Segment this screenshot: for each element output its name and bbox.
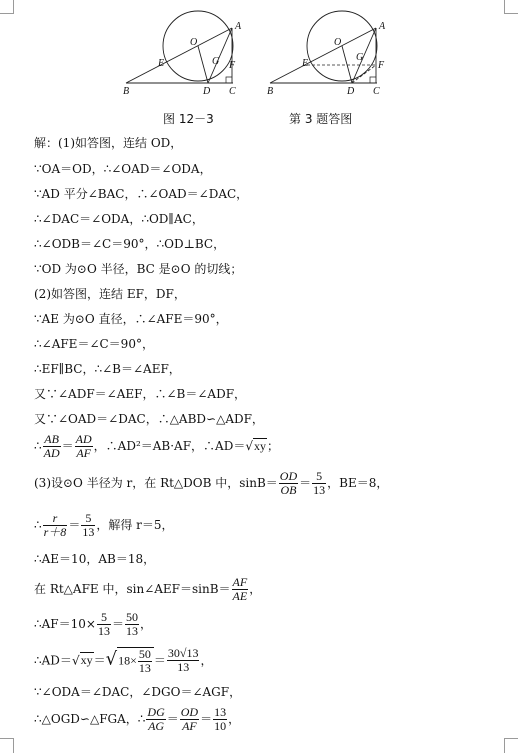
fraction-numerator: 5 <box>312 470 326 484</box>
solution-line: ∵OD 为⊙O 半径，BC 是⊙O 的切线； <box>34 262 243 276</box>
sqrt-radicand: xy <box>80 653 93 668</box>
fraction-numerator: AF <box>232 575 248 589</box>
fraction <box>75 433 93 460</box>
text-fragment: ＝ <box>61 439 74 453</box>
text-fragment: 在 Rt△AFE 中，sin∠AEF＝sinB＝ <box>34 582 231 596</box>
segment-od <box>342 46 352 83</box>
label-a: A <box>235 21 242 32</box>
solution-line: ∴EF∥BC，∴∠B＝∠AEF， <box>34 362 181 376</box>
solution-line <box>34 611 152 638</box>
text-fragment: ； <box>267 439 280 453</box>
solution-line <box>34 433 279 460</box>
text-fragment: ＝ <box>299 476 312 490</box>
text-fragment: ＝ <box>68 518 81 532</box>
fraction-numerator: 5 <box>81 512 95 526</box>
fraction <box>180 706 199 733</box>
text-fragment: ， <box>228 712 241 726</box>
label-f: F <box>229 60 236 71</box>
text-fragment: (3)设⊙O 半径为 r，在 Rt△DOB 中，sinB＝ <box>34 476 278 490</box>
label-o: O <box>334 37 342 48</box>
answer-figure-3 <box>262 8 394 100</box>
fraction <box>97 611 111 638</box>
fraction-denominator: 13 <box>177 660 190 675</box>
solution-line: ∵AD 平分∠BAC，∴∠OAD＝∠DAC， <box>34 187 249 201</box>
text-fragment: ， <box>200 653 213 668</box>
fraction-denominator: 13 <box>313 483 326 497</box>
solution-line: ∵OA＝OD，∴∠OAD＝∠ODA， <box>34 162 212 176</box>
label-c: C <box>229 86 236 97</box>
fraction <box>232 576 249 603</box>
fraction-denominator: r＋8 <box>43 525 67 539</box>
text-fragment: ＝ <box>93 653 106 668</box>
fraction-numerator: 13 <box>214 705 227 719</box>
fraction-numerator: 50 <box>125 610 138 624</box>
solution-line: 解：(1)如答图，连结 OD， <box>34 136 183 150</box>
page-corner-mark <box>504 0 518 14</box>
right-angle-mark <box>370 77 376 83</box>
text-fragment: ∴AD＝ <box>34 653 72 668</box>
label-a: A <box>379 21 386 32</box>
solution-line: (2)如答图，连结 EF，DF， <box>34 287 186 301</box>
fraction <box>43 433 61 460</box>
segment-od <box>198 46 208 83</box>
page-corner-mark <box>0 738 14 753</box>
solution-line <box>34 576 261 603</box>
solution-line: ∴∠DAC＝∠ODA，∴OD∥AC， <box>34 212 204 226</box>
fraction <box>125 611 139 638</box>
text-fragment: ， <box>139 617 152 631</box>
fraction-denominator: 10 <box>214 719 227 733</box>
fraction-denominator: 13 <box>97 624 110 638</box>
page-corner-mark <box>0 0 14 14</box>
fraction-numerator: AB <box>44 432 59 446</box>
text-fragment: ∴△OGD∽△FGA，∴ <box>34 712 146 726</box>
fraction-numerator: OD <box>180 705 199 719</box>
label-b: B <box>123 86 130 97</box>
text-fragment: ＝ <box>153 653 166 668</box>
fraction <box>279 470 298 497</box>
sqrt-sign: √ <box>71 653 80 668</box>
text-fragment: ∴AF＝10× <box>34 617 96 631</box>
sqrt-radicand: xy <box>254 439 266 453</box>
fraction-denominator: AF <box>76 446 91 460</box>
text-fragment: ∴ <box>34 518 42 532</box>
fraction-denominator: AE <box>232 589 248 603</box>
solution-line: 又∵∠ADF＝∠AEF，∴∠B＝∠ADF， <box>34 387 247 401</box>
solution-line: ∵AE 为⊙O 直径，∴∠AFE＝90°， <box>34 312 228 326</box>
fraction-numerator: OD <box>279 469 298 483</box>
fraction-numerator: r <box>43 512 68 526</box>
fraction-denominator: AG <box>148 719 165 733</box>
label-g: G <box>356 52 364 63</box>
text-fragment: ，BE＝8， <box>327 476 389 490</box>
fraction-denominator: AF <box>182 719 197 733</box>
text-fragment: ＝ <box>200 712 213 726</box>
fraction-denominator: OB <box>280 483 297 497</box>
text-fragment: ，解得 r＝5， <box>96 518 174 532</box>
text-fragment: 18× <box>118 653 137 668</box>
label-e: E <box>302 58 309 69</box>
label-b: B <box>267 86 274 97</box>
figure-caption-right: 第 3 题答图 <box>289 112 353 126</box>
page-corner-mark <box>504 738 518 753</box>
text-fragment: ＝ <box>166 712 179 726</box>
text-fragment: ，∴AD²＝AB·AF，∴AD＝ <box>93 439 246 453</box>
sqrt-sign: √ <box>105 648 118 670</box>
text-fragment: ， <box>249 582 262 596</box>
fraction <box>312 470 326 497</box>
solution-line: ∴AE＝10，AB＝18， <box>34 552 156 566</box>
label-o: O <box>190 37 198 48</box>
fraction <box>81 512 95 539</box>
fraction-numerator: 50 <box>138 647 151 661</box>
sqrt-sign: √ <box>245 439 253 453</box>
solution-line: ∴∠AFE＝∠C＝90°， <box>34 337 154 351</box>
fraction-numerator: AD <box>75 432 92 446</box>
solution-line <box>34 647 213 675</box>
label-g: G <box>212 56 220 67</box>
fraction-denominator: 13 <box>138 661 151 675</box>
sqrt-radicand-large <box>117 647 154 675</box>
solution-line <box>34 512 174 539</box>
fraction-denominator: 13 <box>82 525 95 539</box>
text-fragment: ∴ <box>34 439 42 453</box>
fraction <box>167 647 200 674</box>
label-d: D <box>347 86 355 97</box>
figure-caption-left: 图 12－3 <box>163 112 214 126</box>
label-f: F <box>378 60 385 71</box>
fraction-numerator: DG <box>147 705 165 719</box>
right-angle-mark <box>226 77 232 83</box>
solution-line <box>34 470 388 497</box>
label-d: D <box>203 86 211 97</box>
fraction-numerator: 30√13 <box>167 646 199 661</box>
fraction-denominator: 13 <box>125 624 138 638</box>
fraction <box>43 512 68 539</box>
fraction-numerator: 5 <box>97 611 111 625</box>
fraction <box>146 706 165 733</box>
label-e: E <box>158 58 165 69</box>
text-fragment: ＝ <box>111 617 124 631</box>
solution-line: 又∵∠OAD＝∠DAC，∴△ABD∽△ADF， <box>34 412 264 426</box>
fraction <box>138 648 152 675</box>
label-c: C <box>373 86 380 97</box>
solution-line: ∴∠ODB＝∠C＝90°，∴OD⊥BC， <box>34 237 226 251</box>
solution-line <box>34 706 240 733</box>
fraction-denominator: AD <box>43 446 60 460</box>
fraction <box>213 706 227 733</box>
solution-line: ∵∠ODA＝∠DAC，∠DGO＝∠AGF， <box>34 685 242 699</box>
figure-12-3 <box>118 8 250 100</box>
